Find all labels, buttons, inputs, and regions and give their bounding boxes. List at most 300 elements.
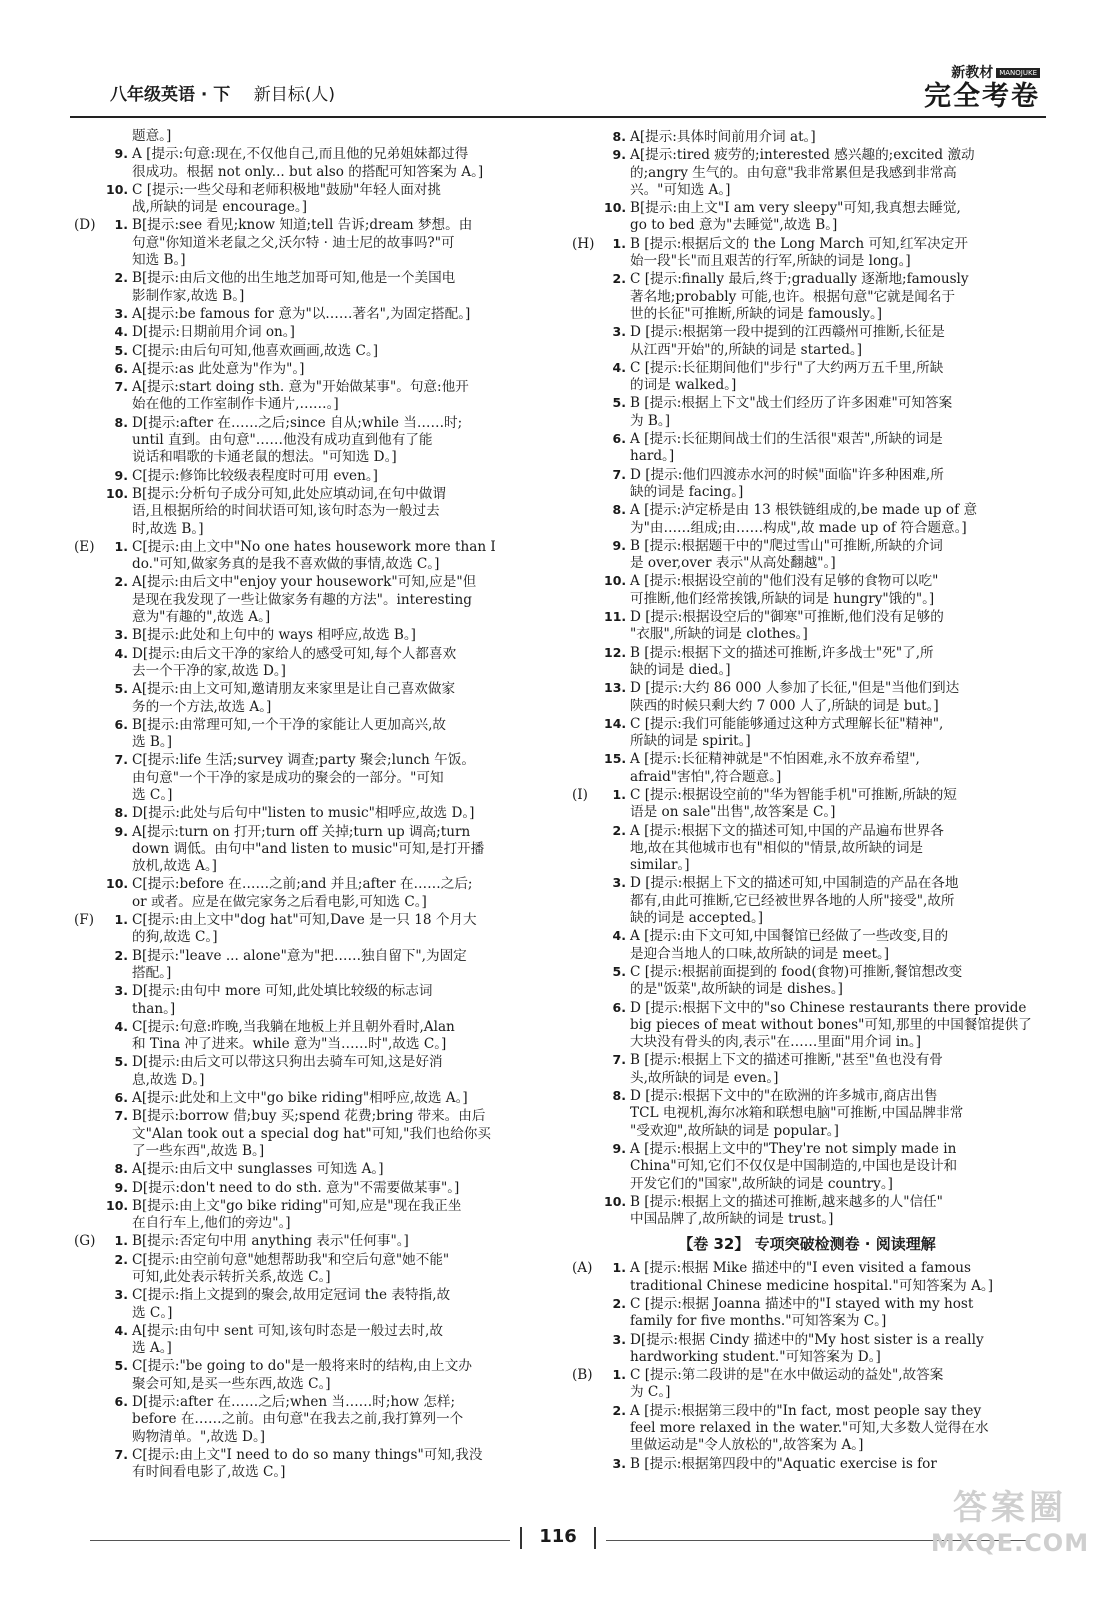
question-number: 6. [612,431,626,447]
answer-line [572,377,1042,394]
answer-text: D[提示:after 在……之后;when 当……时;how 怎样; [132,1394,456,1411]
answer-text: 的;angry 生气的。由句意"我非常累但是我感到非常高 [630,164,957,181]
answer-line [74,521,544,538]
answer-line [572,165,1042,182]
answer-line [74,663,544,680]
answer-text: D[提示:after 在……之后;since 自从;while 当……时; [132,414,463,431]
answer-text: 始在他的工作室制作卡通片,……。] [132,396,339,413]
answer-line [74,1126,544,1143]
answer-text: D[提示:根据 Cindy 描述中的"My host sister is a really [630,1331,984,1348]
answer-line [74,305,544,323]
answer-line [74,145,544,163]
answer-line [572,963,1042,981]
question-number: 2. [612,1296,626,1311]
answer-text: A [提示:句意:现在,不仅他自己,而且他的兄弟姐妹都过得 [132,146,469,163]
question-number: 2. [114,1251,128,1267]
answer-line [572,128,1042,146]
brand-main-text: 完全考卷 [924,81,1040,112]
answer-line [572,1140,1042,1158]
answer-line [572,289,1042,306]
answer-line [572,146,1042,164]
answer-line [74,1001,544,1018]
answer-text: "衣服",所缺的词是 clothes。] [630,626,808,643]
answer-line [74,199,544,216]
answer-line [572,1176,1042,1193]
answer-line [74,1036,544,1053]
answer-line [74,804,544,822]
answer-text: 开发它们的"国家",故所缺的词是 country。] [630,1175,893,1192]
answer-text: TCL 电视机,海尔冰箱和联想电脑"可推断,中国品牌非常 [630,1105,964,1122]
answer-text: 缺的词是 accepted。] [630,910,764,927]
question-number: 1. [612,786,626,802]
answer-text: A[提示:tired 疲劳的;interested 感兴趣的;excited 激动 [630,147,975,164]
answer-text: D [提示:根据第一段中提到的江西赣州可推断,长征是 [630,324,945,341]
answer-line [572,466,1042,484]
answer-line [572,981,1042,998]
answer-line [74,947,544,965]
answer-text: A [提示:根据第三段中的"In fact, most people say they [630,1402,982,1419]
answer-line [74,982,544,1000]
answer-text: 了一些东西",故选 B。] [132,1142,265,1159]
answer-line [572,1259,1042,1277]
edition-label: 新目标(人) [253,85,335,105]
answer-line [74,1269,544,1286]
question-number: 3. [612,324,626,340]
answer-line [74,1376,544,1393]
question-number: 1. [114,1233,128,1249]
answer-line [572,235,1042,253]
question-number: 6. [114,360,128,376]
group-label: (B) [572,1367,593,1384]
footer-bar-left [520,1527,522,1549]
answer-line [74,626,544,644]
answer-text: C[提示:before 在……之前;and 并且;after 在……之后; [132,876,473,893]
group-label: (H) [572,235,595,252]
answer-text: 选 A。] [132,1340,172,1357]
answer-text: A [提示:根据 Mike 描述中的"I even visited a famous [630,1260,971,1277]
answer-line [572,253,1042,270]
answer-text: 都有,由此可推断,它已经被世界各地的人所"接受",故所 [630,892,955,909]
question-number: 10. [604,1193,627,1209]
section-title: 【卷 32】 专项突破检测卷 · 阅读理解 [678,1235,936,1254]
answer-line [74,128,544,145]
answer-line [572,662,1042,679]
answer-line [74,716,544,734]
answer-text: 的是"饭菜",故所缺的词是 dishes。] [630,981,843,998]
answer-line [74,875,544,893]
answer-text: B[提示:由上文"go bike riding"可知,应是"现在我正坐 [132,1197,462,1214]
answer-text: C[提示:"be going to do"是一般将来时的结构,由上文办 [132,1358,472,1375]
answer-line [572,537,1042,555]
answer-line [74,449,544,466]
answer-text: B [提示:根据上下文"战士们经历了许多困难"可知答案 [630,395,953,412]
left-column [74,128,544,1518]
answer-text: 中国品牌了,故所缺的词是 trust。] [630,1211,834,1228]
answer-line [572,1158,1042,1175]
answer-text: until 直到。由句意"……他没有成功直到他有了能 [132,432,433,449]
answer-text: 兴。"可知选 A。] [630,181,731,198]
answer-text: "受欢迎",故所缺的词是 popular。] [630,1122,839,1139]
answer-line [74,699,544,716]
answer-line [74,342,544,360]
header-divider [70,116,1046,118]
group-label: (F) [74,912,95,929]
answer-text: 战,所缺的词是 encourage。] [132,199,308,216]
question-number: 2. [114,270,128,286]
answer-line [572,430,1042,448]
answer-text: afraid"害怕",符合题意。] [630,768,782,785]
answer-text: B [提示:根据第四段中的"Aquatic exercise is for [630,1455,937,1472]
answer-text: 知选 B。] [132,252,186,269]
question-number: 7. [114,379,128,395]
question-number: 10. [106,485,129,501]
answer-line [74,858,544,875]
answer-line [74,1089,544,1107]
answer-text: D [提示:根据上下文的描述可知,中国制造的产品在各地 [630,875,959,892]
answer-text: C[提示:由上文"I need to do so many things"可知,我没 [132,1446,483,1463]
answer-line [74,894,544,911]
answer-text: 和 Tina 冲了进来。while 意为"当……时",故选 C。] [132,1036,447,1053]
question-number: 5. [114,1054,128,1070]
question-number: 8. [114,805,128,821]
question-number: 2. [114,574,128,590]
answer-text: 意为"有趣的",故选 A。] [132,609,271,626]
question-number: 8. [114,1161,128,1177]
answer-line [572,394,1042,412]
question-number: 4. [612,359,626,375]
answer-text: 去一个干净的家,故选 D。] [132,662,286,679]
answer-line [572,786,1042,804]
question-number: 3. [114,305,128,321]
answer-text: A[提示:turn on 打开;turn off 关掉;turn up 调高;turn [132,823,471,840]
answer-text: C[提示:life 生活;survey 调查;party 聚会;lunch 午饭。 [132,752,475,769]
answer-line [572,893,1042,910]
answer-text: A [提示:由下文可知,中国餐馆已经做了一些改变,目的 [630,928,949,945]
answer-line [572,1278,1042,1295]
answer-line [572,1087,1042,1105]
answer-line [572,1295,1042,1313]
answer-line [572,679,1042,697]
question-number: 6. [114,1394,128,1410]
answer-text: A [提示:根据设空前的"他们没有足够的食物可以吃" [630,573,939,590]
answer-text: 可知,此处表示转折关系,故选 C。] [132,1269,331,1285]
answer-text: 语,且根据所给的时间状语可知,该句时态为一般过去 [132,503,440,520]
question-number: 11. [604,609,627,625]
answer-line [572,750,1042,768]
answer-text: 地,故在其他城市也有"相似的"情景,故所缺的词是 [630,839,924,856]
answer-line [572,323,1042,341]
question-number: 3. [114,1287,128,1303]
answer-line [572,1193,1042,1211]
question-number: 10. [106,876,129,892]
answer-text: 缺的词是 facing。] [630,483,744,500]
answer-line [74,164,544,181]
question-number: 5. [612,963,626,979]
answer-line [572,1051,1042,1069]
answer-line [572,857,1042,874]
question-number: 7. [114,1446,128,1462]
answer-line [572,1455,1042,1473]
question-number: 9. [612,147,626,163]
answer-line [572,1366,1042,1384]
answer-text: 是迎合当地人的口味,故所缺的词是 meet。] [630,945,890,962]
question-number: 4. [114,645,128,661]
answer-line [572,591,1042,608]
answer-line [572,306,1042,323]
answer-line [74,1464,544,1481]
answer-line [74,573,544,591]
answer-line [74,378,544,396]
answer-text: A[提示:由后文中 sunglasses 可知选 A。] [132,1161,384,1178]
answer-text: C[提示:由空前句意"她想帮助我"和空后句意"她不能" [132,1251,450,1268]
answer-text: family for five months."可知答案为 C。] [630,1313,887,1330]
answer-line [74,1411,544,1428]
question-number: 9. [114,823,128,839]
answer-line [572,1034,1042,1051]
answer-line [572,555,1042,572]
answer-line [74,1357,544,1375]
question-number: 2. [612,1402,626,1418]
answer-text: 时,故选 B。] [132,520,204,537]
answer-text: 购物清单。",故选 D。] [132,1428,266,1445]
question-number: 6. [612,999,626,1015]
answer-text: C[提示:句意:昨晚,当我躺在地板上并且朝外看时,Alan [132,1018,455,1035]
question-number: 1. [612,235,626,251]
question-number: 5. [114,1358,128,1374]
question-number: 14. [604,715,627,731]
answer-text: 的词是 walked。] [630,377,737,394]
answer-text: A[提示:start doing sth. 意为"开始做某事"。句意:他开 [132,379,469,396]
answer-line [74,503,544,520]
answer-line [572,1384,1042,1401]
answer-text: B[提示:"leave ... alone"意为"把……独自留下",为固定 [132,947,467,964]
page-header [70,60,1046,112]
question-number: 1. [114,912,128,928]
answer-text: C [提示:第二段讲的是"在水中做运动的益处",故答案 [630,1367,944,1384]
question-number: 5. [612,395,626,411]
answer-text: A[提示:由句中 sent 可知,该句时态是一般过去时,故 [132,1322,443,1339]
question-number: 9. [612,1140,626,1156]
answer-text: C [提示:根据 Joanna 描述中的"I stayed with my host [630,1296,974,1312]
answer-text: D[提示:日期前用介词 on。] [132,324,295,341]
question-number: 1. [612,1260,626,1276]
answer-line [572,910,1042,927]
answer-line [74,734,544,751]
answer-line [74,396,544,413]
question-number: 4. [114,324,128,340]
answer-line [74,1446,544,1464]
answer-text: C [提示:根据前面提到的 food(食物)可推断,餐馆想改变 [630,963,963,980]
answer-line [572,804,1042,821]
answer-text: B[提示:borrow 借;buy 买;spend 花费;bring 带来。由后 [132,1108,486,1125]
answer-text: A[提示:由上文可知,邀请朋友来家里是让自己喜欢做家 [132,681,456,698]
answer-text: B[提示:此处和上句中的 ways 相呼应,故选 B。] [132,627,416,644]
answer-line [74,751,544,769]
answer-text: D[提示:此处与后句中"listen to music"相呼应,故选 D。] [132,805,475,822]
answer-line [74,911,544,929]
answer-text: C[提示:指上文提到的聚会,故用定冠词 the 表特指,故 [132,1287,451,1304]
answer-text: 为 B。] [630,412,671,429]
answer-line [74,252,544,269]
answer-line [74,1340,544,1357]
question-number: 6. [114,1090,128,1106]
answer-line [572,217,1042,234]
answer-text: 说话和唱歌的卡通老鼠的想法。"可知选 D。] [132,449,397,466]
question-number: 2. [114,947,128,963]
answer-line [572,413,1042,430]
answer-text: 语是 on sale"出售",故答案是 C。] [630,804,836,821]
answer-text: D [提示:大约 86 000 人参加了长征,"但是"当他们到达 [630,680,960,697]
answer-line [74,609,544,626]
answer-line [74,680,544,698]
answer-line [74,1197,544,1215]
header-left [110,80,335,105]
answer-line [572,1211,1042,1228]
brand-logo [924,62,1040,112]
group-label: (D) [74,217,96,234]
answer-text: big pieces of meat without bones"可知,那里的中国餐馆提供了 [630,1016,1032,1033]
answer-line [572,1313,1042,1330]
answer-line [572,572,1042,590]
answer-text: B[提示:由后文他的出生地芝加哥可知,他是一个美国电 [132,270,456,287]
question-number: 6. [114,716,128,732]
answer-text: A [提示:根据下文的描述可知,中国的产品遍布世界各 [630,822,944,839]
answer-line [572,626,1042,643]
answer-line [572,999,1042,1017]
question-number: 7. [612,1052,626,1068]
answer-line [74,269,544,287]
question-number: 9. [612,537,626,553]
answer-line [74,1305,544,1322]
answer-line [572,822,1042,840]
answer-text: 务的一个方法,故选 A。] [132,698,272,715]
answer-line [74,823,544,841]
question-number: 5. [114,681,128,697]
question-number: 10. [106,181,129,197]
answer-line [74,216,544,234]
answer-text: 的狗,故选 C。] [132,929,218,946]
answer-text: 是现在我发现了一些让做家务有趣的方法"。interesting [132,591,472,608]
answer-text: C[提示:由后句可知,他喜欢画画,故选 C。] [132,342,379,359]
answer-text: A [提示:长征精神就是"不怕困难,永不放弃希望", [630,751,920,768]
answer-text: 为 C。] [630,1384,671,1401]
answer-text: A[提示:as 此处意为"作为"。] [132,360,305,377]
watermark-logo: 答案圈 [953,1488,1067,1528]
answer-line [572,501,1042,519]
answer-line [74,1429,544,1446]
question-number: 3. [114,627,128,643]
answer-line [572,1402,1042,1420]
answer-text: 很成功。根据 not only... but also 的搭配可知答案为 A。] [132,163,484,180]
answer-text: D [提示:根据设空后的"御寒"可推断,他们没有足够的 [630,609,944,626]
answer-text: C[提示:由上文中"No one hates housework more than I [132,538,496,555]
answer-text: A[提示:具体时间前用介词 at。] [630,129,816,145]
answer-text: 始一段"长"而且艰苦的行军,所缺的词是 long。] [630,253,911,270]
answer-line [572,359,1042,377]
answer-line [572,733,1042,750]
answer-text: A [提示:泸定桥是由 13 根铁链组成的,be made up of 意 [630,502,978,519]
answer-line [572,874,1042,892]
answer-text: 题意。] [132,128,172,144]
answer-text: D [提示:根据下文中的"so Chinese restaurants there provide [630,999,1027,1016]
answer-text: C [提示:我们可能能够通过这种方式理解长征"精神", [630,715,944,732]
answer-line [74,1251,544,1269]
answer-text: before 在……之前。由句意"在我去之前,我打算列一个 [132,1411,464,1428]
answer-text: 句意"你知道米老鼠之父,沃尔特 · 迪士尼的故事吗?"可 [132,234,455,251]
footer-bar-right [594,1527,596,1549]
footer-divider-left [90,1540,510,1541]
answer-line [572,1437,1042,1454]
question-number: 10. [604,200,627,216]
answer-text: traditional Chinese medicine hospital."可知答案为 A。] [630,1277,994,1294]
answer-text: 放机,故选 A。] [132,858,217,875]
answer-text: A[提示:由后文中"enjoy your housework"可知,应是"但 [132,574,477,591]
answer-text: A [提示:长征期间战士们的生活很"艰苦",所缺的词是 [630,431,943,448]
answer-line [74,787,544,804]
question-number: 5. [114,342,128,358]
answer-text: 世的长征"可推断,所缺的词是 famously。] [630,305,883,322]
answer-text: 息,故选 D。] [132,1071,205,1088]
answer-line [572,769,1042,786]
question-number: 7. [114,1108,128,1124]
question-number: 3. [612,1331,626,1347]
answer-text: 所缺的词是 spirit。] [630,733,751,750]
question-number: 8. [612,129,626,144]
answer-text: 从江西"开始"的,所缺的词是 started。] [630,341,863,358]
brand-tag: MANOJUKE [996,68,1040,78]
answer-text: 可推断,他们经常挨饿,所缺的词是 hungry"饿的"。] [630,590,935,607]
answer-text: down 调低。由句中"and listen to music"可知,是打开播 [132,840,485,857]
answer-line [74,1143,544,1160]
answer-text: 有时间看电影了,故选 C。] [132,1464,286,1481]
answer-line [74,432,544,449]
answer-line [74,645,544,663]
answer-line [572,840,1042,857]
answer-line [572,1331,1042,1349]
answer-line [74,360,544,378]
answer-text: 选 C。] [132,1304,173,1321]
question-number: 2. [612,822,626,838]
right-column [572,128,1042,1518]
answer-line [74,485,544,503]
answer-line [572,644,1042,662]
answer-text: 里做运动是"令人放松的",故答案为 A。] [630,1437,864,1454]
question-number: 1. [114,217,128,233]
question-number: 10. [604,573,627,589]
answer-line [74,592,544,609]
answer-line [74,1286,544,1304]
answer-line [74,1018,544,1036]
answer-text: D [提示:他们四渡赤水河的时候"面临"许多种困难,所 [630,466,944,483]
answer-line [572,946,1042,963]
answer-line [572,1123,1042,1140]
question-number: 1. [114,538,128,554]
answer-line [74,841,544,858]
book-title: 八年级英语 · 下 [110,85,231,105]
answer-line [572,199,1042,217]
answer-line [74,288,544,305]
answer-text: China"可知,它们不仅仅是中国制造的,中国也是设计和 [630,1158,958,1175]
answer-line [572,698,1042,715]
answer-line [74,556,544,573]
answer-text: 大块没有骨头的肉,表示"在……里面"用介词 in。] [630,1034,922,1051]
answer-text: C[提示:由上文中"dog hat"可知,Dave 是一只 18 个月大 [132,912,477,929]
answer-text: 选 C。] [132,786,173,803]
group-label: (I) [572,786,588,803]
answer-text: B [提示:根据上文的描述可推断,越来越多的人"信任" [630,1193,943,1210]
answer-line [572,448,1042,465]
answer-line [572,1017,1042,1034]
